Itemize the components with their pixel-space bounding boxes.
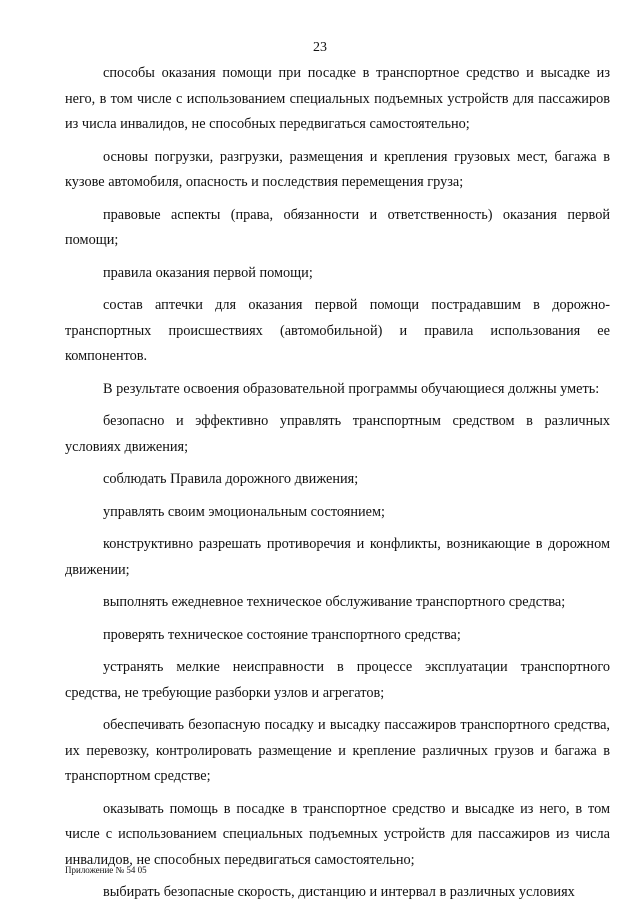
- paragraph: выполнять ежедневное техническое обслуживание транспортного средства;: [103, 594, 566, 610]
- document-body: [65, 61, 610, 913]
- page-number: 23: [313, 40, 327, 55]
- paragraph: устранять мелкие неисправности в процессе эксплуатации транспортного средства, не требующие разборки узлов и агрегатов;: [65, 659, 610, 701]
- footer-note: Приложение № 54 05: [65, 865, 147, 875]
- paragraph: соблюдать Правила дорожного движения;: [103, 471, 359, 487]
- paragraph: состав аптечки для оказания первой помощи пострадавшим в дорожно-транспортных происшествиях (автомобильной) и правила использования ее компонентов.: [65, 297, 610, 364]
- paragraph: управлять своим эмоциональным состоянием;: [103, 503, 386, 520]
- paragraph: конструктивно разрешать противоречия и конфликты, возникающие в дорожном движении;: [65, 536, 610, 578]
- paragraph: обеспечивать безопасную посадку и высадку пассажиров транспортного средства, их перевозку, контролировать размещение и крепление различных грузов и багажа в транспортном средстве;: [65, 717, 610, 784]
- paragraph: оказывать помощь в посадке в транспортное средство и высадке из него, в том числе с использованием специальных подъемных устройств для пассажиров из числа инвалидов, не способных передвигаться самостоятельно;: [65, 800, 610, 868]
- paragraph: проверять техническое состояние транспортного средства;: [103, 626, 461, 643]
- paragraph: В результате освоения образовательной программы обучающиеся должны уметь:: [103, 380, 600, 397]
- paragraph: правовые аспекты (права, обязанности и ответственность) оказания первой помощи;: [65, 206, 610, 248]
- paragraph: способы оказания помощи при посадке в транспортное средство и высадке из него, в том числе с использованием специальных подъемных устройств для пассажиров из числа инвалидов, не способных передвигаться самостоятельно;: [65, 65, 610, 132]
- paragraph: выбирать безопасные скорость, дистанцию и интервал в различных условиях: [103, 884, 575, 900]
- paragraph: безопасно и эффективно управлять транспортным средством в различных условиях движения;: [65, 413, 610, 455]
- paragraph: основы погрузки, разгрузки, размещения и крепления грузовых мест, багажа в кузове автомобиля, опасность и последствия перемещения груза;: [65, 148, 610, 190]
- paragraph: правила оказания первой помощи;: [103, 264, 313, 281]
